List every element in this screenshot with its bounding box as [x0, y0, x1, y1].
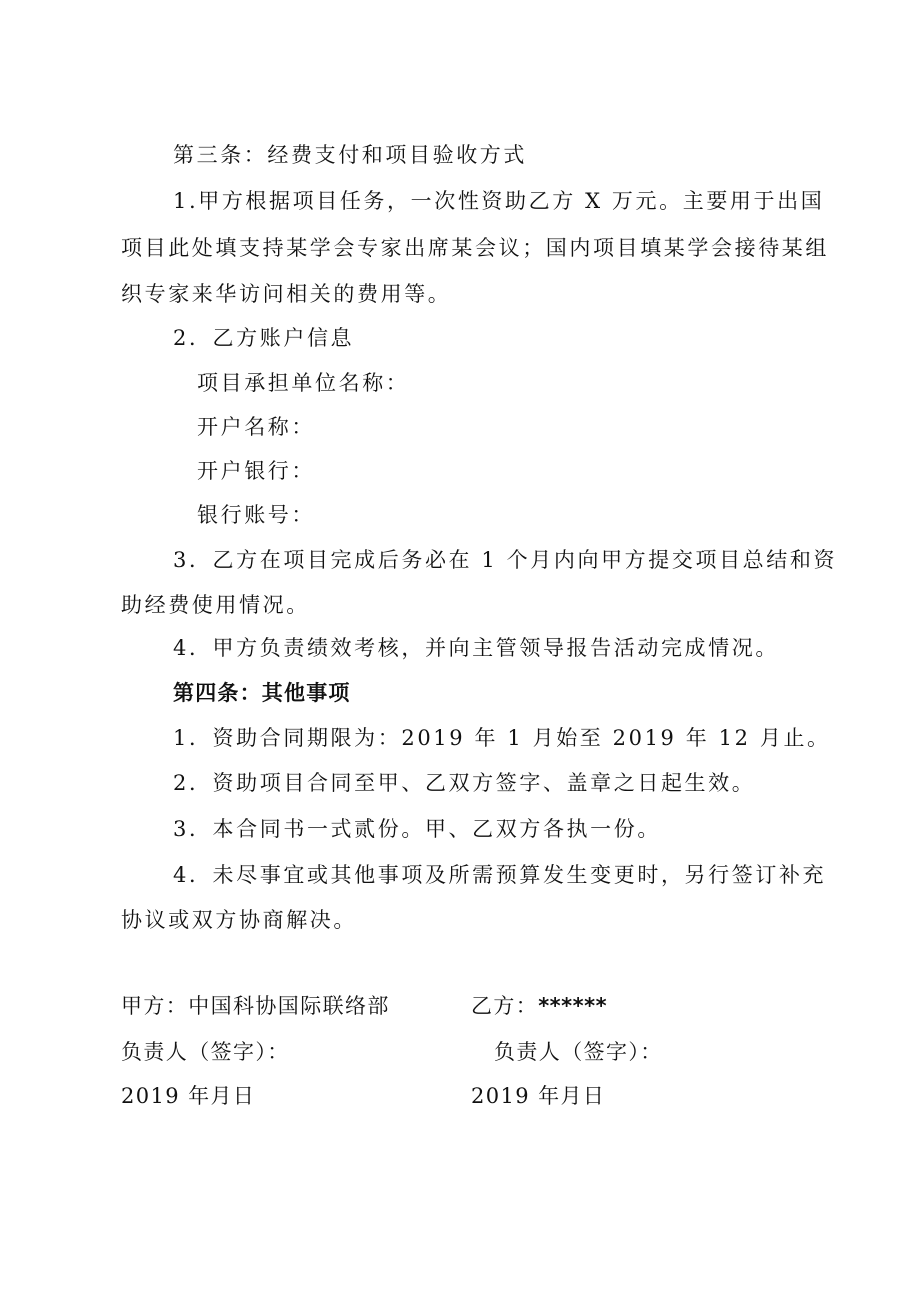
article3-item3-line2: 助经费使用情况。: [121, 593, 310, 617]
article4-heading: 第四条：其他事项: [173, 681, 351, 705]
article3-item2-title: 2．乙方账户信息: [173, 326, 355, 350]
article4-item1: 1．资助合同期限为：2019 年 1 月始至 2019 年 12 月止。: [173, 726, 831, 750]
article3-item1-line2: 项目此处填支持某学会专家出席某会议；国内项目填某学会接待某组: [121, 236, 829, 260]
account-name-label: 开户名称：: [197, 415, 315, 439]
article4-item2: 2．资助项目合同至甲、乙双方签字、盖章之日起生效。: [173, 771, 756, 795]
article4-item4-line2: 协议或双方协商解决。: [121, 908, 357, 932]
article4-item4-line1: 4．未尽事宜或其他事项及所需预算发生变更时，另行签订补充: [173, 863, 827, 887]
account-number-label: 银行账号：: [197, 503, 315, 527]
article3-item1-line3: 织专家来华访问相关的费用等。: [121, 282, 452, 306]
party-b-signer: 负责人（签字）：: [494, 1040, 663, 1064]
party-b-prefix: 乙方：: [471, 994, 539, 1018]
article4-item3: 3．本合同书一式贰份。甲、乙双方各执一份。: [173, 817, 661, 841]
party-b-label: [471, 991, 607, 1021]
party-a-label: 甲方：中国科协国际联络部: [121, 994, 390, 1018]
article3-item1-line1: 1.甲方根据项目任务，一次性资助乙方 X 万元。主要用于出国: [173, 189, 825, 213]
party-b-name: ******: [538, 994, 608, 1018]
bank-label: 开户银行：: [197, 459, 315, 483]
party-a-date: 2019 年月日: [121, 1084, 256, 1108]
article3-item4: 4．甲方负责绩效考核，并向主管领导报告活动完成情况。: [173, 636, 779, 660]
article3-item3-line1: 3．乙方在项目完成后务必在 1 个月内向甲方提交项目总结和资: [173, 548, 838, 572]
party-b-date: 2019 年月日: [471, 1084, 606, 1108]
article3-heading: 第三条：经费支付和项目验收方式: [173, 143, 527, 167]
party-a-signer: 负责人（签字）：: [121, 1040, 290, 1064]
unit-name-label: 项目承担单位名称：: [197, 371, 410, 395]
